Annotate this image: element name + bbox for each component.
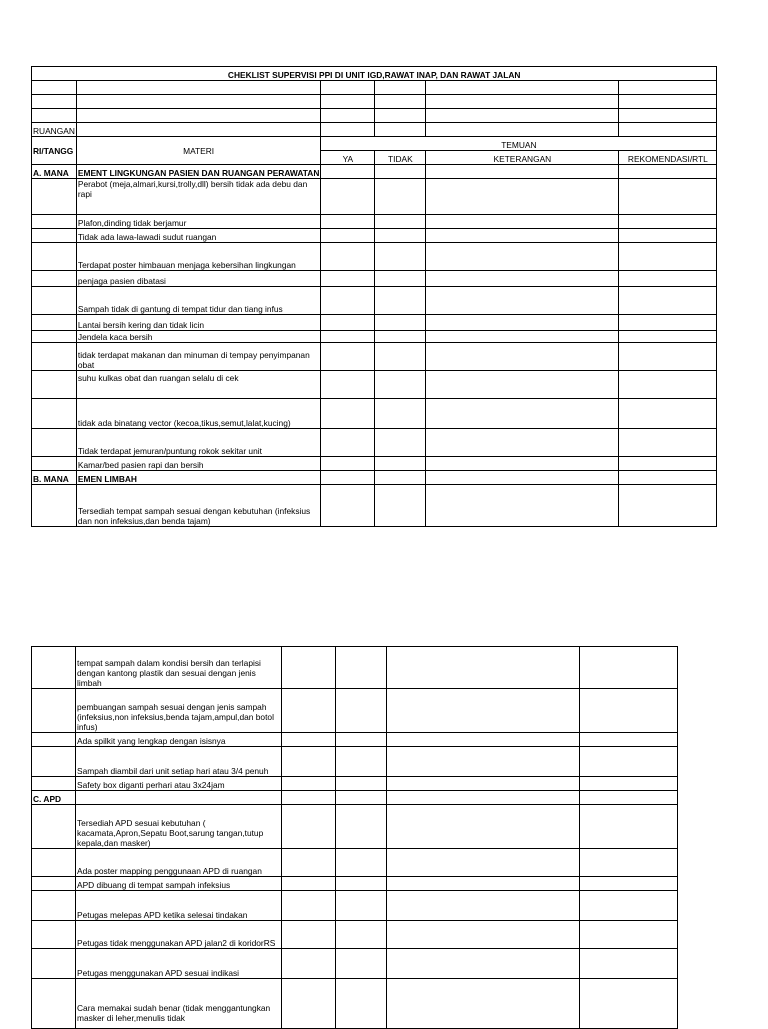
item-text: tempat sampah dalam kondisi bersih dan terlapisi dengan kantong plastik dan sesuai dengan jenis limbah bbox=[76, 647, 282, 689]
table-row bbox=[32, 689, 678, 733]
table-row bbox=[32, 849, 678, 877]
item-text: Sampah tidak di gantung di tempat tidur dan tiang infus bbox=[76, 287, 320, 315]
table-row bbox=[32, 805, 678, 849]
item-text: Terdapat poster himbauan menjaga kebersihan lingkungan bbox=[76, 243, 320, 271]
item-text: tidak ada binatang vector (kecoa,tikus,semut,lalat,kucing) bbox=[76, 399, 320, 429]
table-row bbox=[32, 343, 717, 371]
item-text: Sampah diambil dari unit setiap hari atau 3/4 penuh bbox=[76, 747, 282, 777]
table-row bbox=[32, 457, 717, 471]
item-text: APD dibuang di tempat sampah infeksius bbox=[76, 877, 282, 891]
item-text: Safety box diganti perhari atau 3x24jam bbox=[76, 777, 282, 791]
section-b-title: EMEN LIMBAH bbox=[76, 471, 320, 485]
item-text: Ada poster mapping penggunaan APD di ruangan bbox=[76, 849, 282, 877]
section-b-row bbox=[32, 471, 717, 485]
item-text: Tidak ada lawa-lawadi sudut ruangan bbox=[76, 229, 320, 243]
header-row-1 bbox=[32, 137, 717, 151]
table-row bbox=[32, 243, 717, 271]
header-ya: YA bbox=[321, 151, 375, 165]
table-row bbox=[32, 877, 678, 891]
table-row bbox=[32, 647, 678, 689]
section-a-prefix: A. MANA bbox=[32, 165, 77, 179]
table-row bbox=[32, 399, 717, 429]
ruangan-label: RUANGAN bbox=[32, 123, 77, 137]
header-materi: MATERI bbox=[76, 137, 320, 165]
item-text: Plafon,dinding tidak berjamur bbox=[76, 215, 320, 229]
checklist-title: CHEKLIST SUPERVISI PPI DI UNIT IGD,RAWAT INAP, DAN RAWAT JALAN bbox=[32, 67, 717, 81]
table-row bbox=[32, 271, 717, 287]
item-text: Petugas melepas APD ketika selesai tindakan bbox=[76, 891, 282, 921]
section-c-title: C. APD bbox=[32, 791, 76, 805]
table-row bbox=[32, 979, 678, 1029]
table-row bbox=[32, 331, 717, 343]
section-a-title: EMENT LINGKUNGAN PASIEN DAN RUANGAN PERAWATAN bbox=[76, 165, 320, 179]
blank-row bbox=[32, 109, 717, 123]
header-temuan: TEMUAN bbox=[321, 137, 717, 151]
blank-row bbox=[32, 81, 717, 95]
item-text: Petugas menggunakan APD sesuai indikasi bbox=[76, 949, 282, 979]
header-date: RI/TANGG bbox=[32, 137, 77, 165]
table-row bbox=[32, 315, 717, 331]
ruangan-row bbox=[32, 123, 717, 137]
item-text: Jendela kaca bersih bbox=[76, 331, 320, 343]
item-text: Tidak terdapat jemuran/puntung rokok sekitar unit bbox=[76, 429, 320, 457]
checklist-table-page1 bbox=[31, 66, 717, 527]
table-row bbox=[32, 777, 678, 791]
item-text: Kamar/bed pasien rapi dan bersih bbox=[76, 457, 320, 471]
item-text: penjaga pasien dibatasi bbox=[76, 271, 320, 287]
item-text: Ada spilkit yang lengkap dengan isisnya bbox=[76, 733, 282, 747]
table-row bbox=[32, 287, 717, 315]
item-text: Tersediah APD sesuai kebutuhan ( kacamata,Apron,Sepatu Boot,sarung tangan,tutup kepala,dan masker) bbox=[76, 805, 282, 849]
table-row bbox=[32, 229, 717, 243]
item-text: pembuangan sampah sesuai dengan jenis sampah (infeksius,non infeksius,benda tajam,ampul,dan botol infus) bbox=[76, 689, 282, 733]
table-row bbox=[32, 949, 678, 979]
section-a-row bbox=[32, 165, 717, 179]
table-row bbox=[32, 215, 717, 229]
table-row bbox=[32, 429, 717, 457]
checklist-table-page2 bbox=[31, 646, 678, 1029]
header-rekomendasi: REKOMENDASI/RTL bbox=[619, 151, 717, 165]
table-row bbox=[32, 891, 678, 921]
header-keterangan: KETERANGAN bbox=[426, 151, 619, 165]
blank-row bbox=[32, 95, 717, 109]
section-b-prefix: B. MANA bbox=[32, 471, 77, 485]
item-text: Cara memakai sudah benar (tidak menggantungkan masker di leher,menulis tidak bbox=[76, 979, 282, 1029]
title-row bbox=[32, 67, 717, 81]
section-c-row bbox=[32, 791, 678, 805]
table-row bbox=[32, 179, 717, 215]
item-text: Lantai bersih kering dan tidak licin bbox=[76, 315, 320, 331]
item-text: Perabot (meja,almari,kursi,trolly,dll) bersih tidak ada debu dan rapi bbox=[76, 179, 320, 215]
item-text: Tersediah tempat sampah sesuai dengan kebutuhan (infeksius dan non infeksius,dan benda tajam) bbox=[76, 485, 320, 527]
item-text: Petugas tidak menggunakan APD jalan2 di koridorRS bbox=[76, 921, 282, 949]
table-row bbox=[32, 371, 717, 399]
table-row bbox=[32, 485, 717, 527]
table-row bbox=[32, 733, 678, 747]
header-tidak: TIDAK bbox=[375, 151, 426, 165]
item-text: suhu kulkas obat dan ruangan selalu di cek bbox=[76, 371, 320, 399]
table-row bbox=[32, 747, 678, 777]
table-row bbox=[32, 921, 678, 949]
item-text: tidak terdapat makanan dan minuman di tempay penyimpanan obat bbox=[76, 343, 320, 371]
